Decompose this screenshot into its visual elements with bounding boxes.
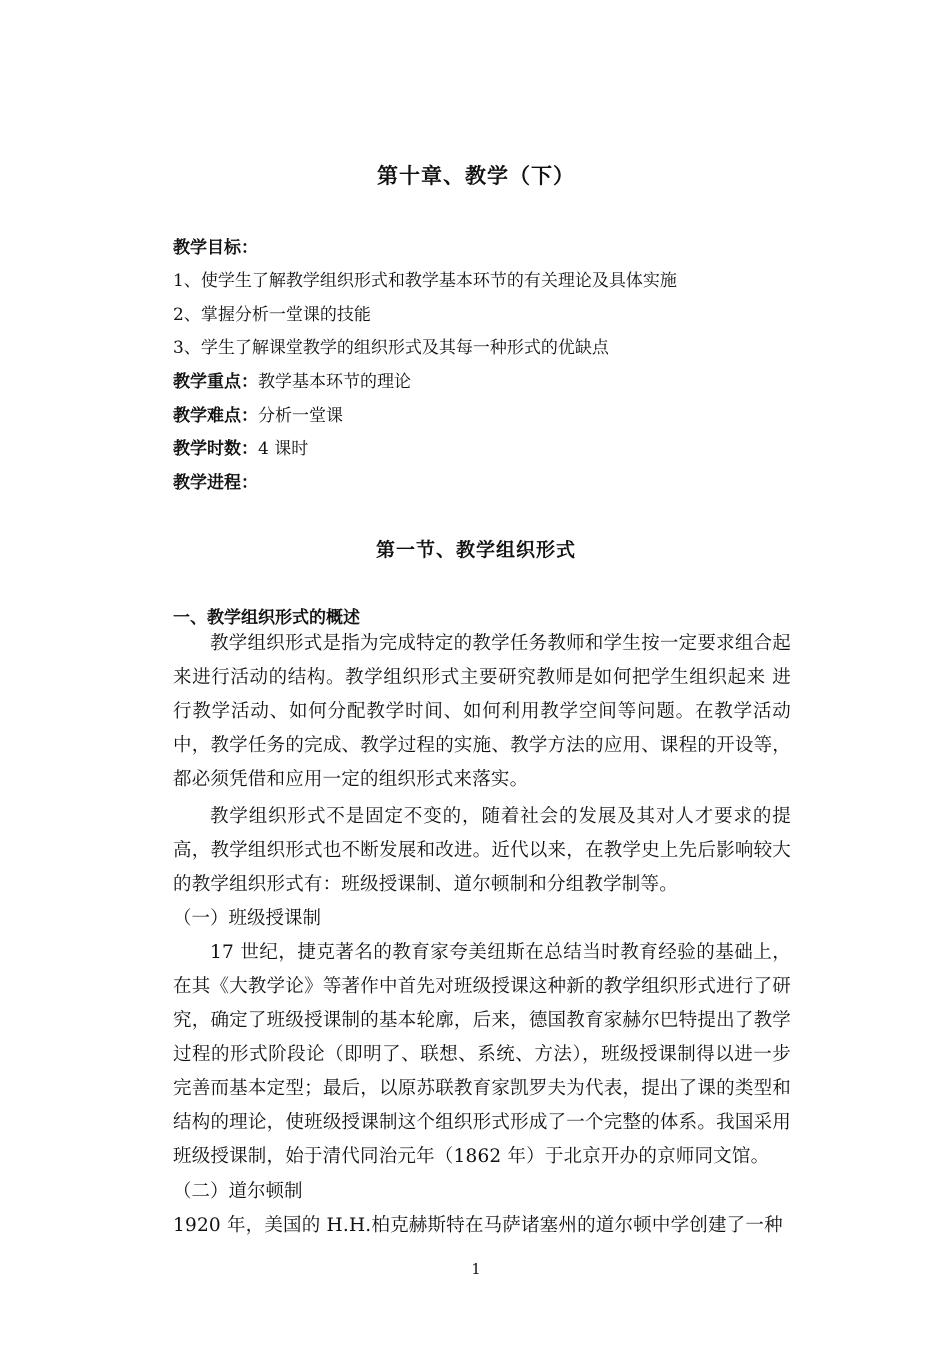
objective-item: 1、使学生了解教学组织形式和教学基本环节的有关理论及具体实施 <box>173 271 677 291</box>
hours-value: 4 课时 <box>258 439 309 459</box>
difficulty-label: 教学难点： <box>173 406 258 426</box>
hours-line <box>173 434 308 459</box>
objective-item: 3、学生了解课堂教学的组织形式及其每一种形式的优缺点 <box>173 338 609 358</box>
objective-item: 2、掌握分析一堂课的技能 <box>173 305 371 325</box>
difficulty-value: 分析一堂课 <box>258 406 343 426</box>
difficulty-line <box>173 401 343 426</box>
section-title: 第一节、教学组织形式 <box>375 539 576 561</box>
progress-label: 教学进程： <box>173 473 258 493</box>
objectives-label: 教学目标： <box>173 238 258 258</box>
heading-dalton: （二）道尔顿制 <box>173 1181 303 1202</box>
chapter-title: 第十章、教学（下） <box>377 163 575 188</box>
heading-class-system: （一）班级授课制 <box>173 908 322 929</box>
subsection-heading: 一、教学组织形式的概述 <box>173 608 360 628</box>
key-point-label: 教学重点： <box>173 372 258 392</box>
paragraph: 教学组织形式是指为完成特定的教学任务教师和学生按一定要求组合起来进行活动的结构。教学组织形式主要研究教师是如何把学生组织起来 进行教学活动、如何分配教学时间、如何利用教学空间等问题。在教学活动中，教学任务的完成、教学过程的实施、教学方法的应用、课程的开设等，都必须凭借和应用一定的组织形式来落实。 <box>173 633 791 790</box>
key-point-value: 教学基本环节的理论 <box>258 372 411 392</box>
hours-label: 教学时数： <box>173 439 258 459</box>
key-point-line <box>173 367 411 392</box>
paragraph: 教学组织形式不是固定不变的，随着社会的发展及其对人才要求的提高，教学组织形式也不断发展和改进。近代以来，在教学史上先后影响较大的教学组织形式有：班级授课制、道尔顿制和分组教学制等。 <box>173 806 791 895</box>
page-number: 1 <box>471 1260 481 1278</box>
paragraph: 1920 年，美国的 H.H.柏克赫斯特在马萨诸塞州的道尔顿中学创建了一种 <box>173 1215 783 1236</box>
paragraph: 17 世纪，捷克著名的教育家夸美纽斯在总结当时教育经验的基础上，在其《大教学论》等著作中首先对班级授课这种新的教学组织形式进行了研究，确定了班级授课制的基本轮廓，后来，德国教育家赫尔巴特提出了教学过程的形式阶段论（即明了、联想、系统、方法），班级授课制得以进一步完善而基本定型；最后，以原苏联教育家凯罗夫为代表，提出了课的类型和结构的理论，使班级授课制这个组织形式形成了一个完整的体系。我国采用班级授课制，始于清代同治元年（1862 年）于北京开办的京师同文馆。 <box>173 942 791 1167</box>
